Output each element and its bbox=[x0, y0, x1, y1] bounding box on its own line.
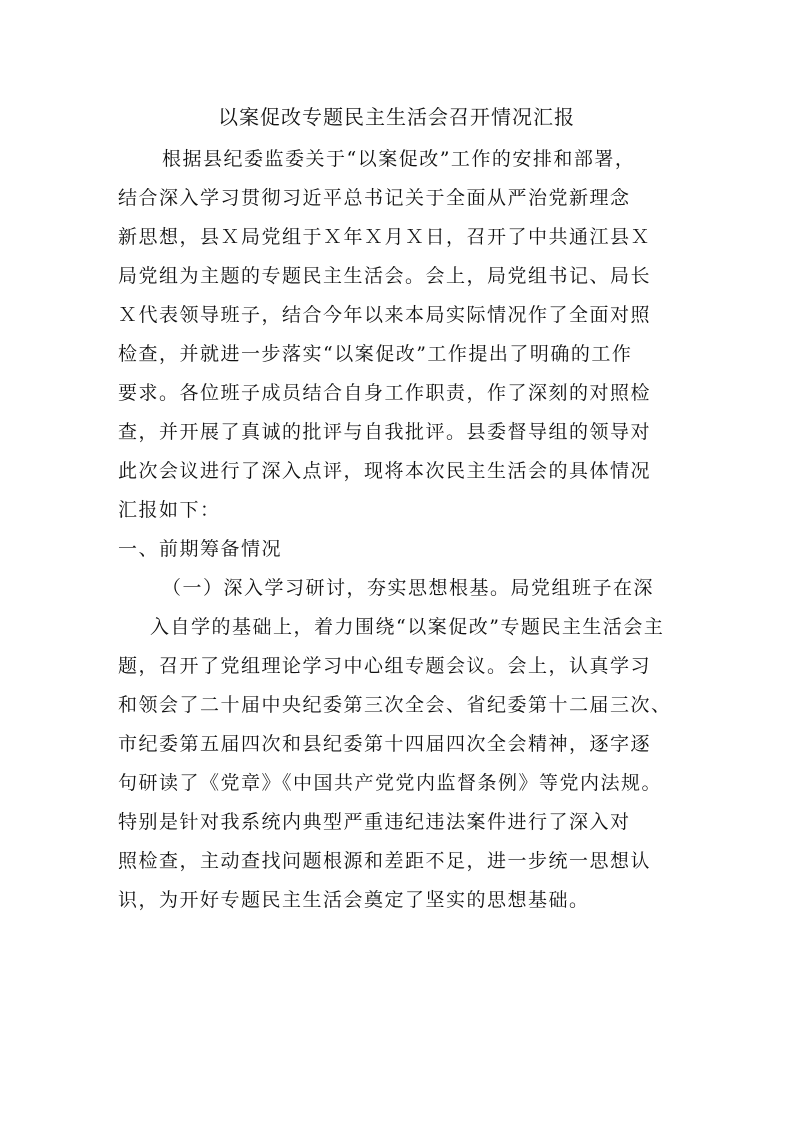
paragraph-line: 汇报如下： bbox=[118, 499, 221, 521]
paragraph-line: 新思想，县Ｘ局党组于Ｘ年Ｘ月Ｘ日，召开了中共通江县Ｘ bbox=[118, 226, 652, 248]
paragraph-line: 入自学的基础上，着力围绕“以案促改”专题民主生活会主 bbox=[150, 616, 665, 638]
paragraph-line: 检查，并就进一步落实“以案促改”工作提出了明确的工作 bbox=[118, 343, 633, 365]
subsection-line: （一）深入学习研讨，夯实思想根基。局党组班子在深 bbox=[162, 577, 655, 599]
paragraph-line: Ｘ代表领导班子，结合今年以来本局实际情况作了全面对照 bbox=[118, 304, 652, 326]
document-title: 以案促改专题民主生活会召开情况汇报 bbox=[218, 105, 575, 129]
section-heading: 一、前期筹备情况 bbox=[118, 538, 283, 560]
paragraph-line: 照检查，主动查找问题根源和差距不足，进一步统一思想认 bbox=[118, 850, 652, 872]
paragraph-line: 市纪委第五届四次和县纪委第十四届四次全会精神，逐字逐 bbox=[118, 733, 652, 755]
paragraph-line: 要求。各位班子成员结合自身工作职责，作了深刻的对照检 bbox=[118, 382, 652, 404]
paragraph-line: 识，为开好专题民主生活会奠定了坚实的思想基础。 bbox=[118, 889, 590, 911]
paragraph-line: 此次会议进行了深入点评，现将本次民主生活会的具体情况 bbox=[118, 460, 652, 482]
paragraph-line: 结合深入学习贯彻习近平总书记关于全面从严治党新理念 bbox=[118, 187, 631, 209]
paragraph-line: 题，召开了党组理论学习中心组专题会议。会上，认真学习 bbox=[118, 655, 652, 677]
paragraph-line: 和领会了二十届中央纪委第三次全会、省纪委第十二届三次、 bbox=[118, 694, 672, 716]
paragraph-line: 局党组为主题的专题民主生活会。会上，局党组书记、局长 bbox=[118, 265, 652, 287]
paragraph-line: 特别是针对我系统内典型严重违纪违法案件进行了深入对 bbox=[118, 811, 631, 833]
paragraph-line: 根据县纪委监委关于“以案促改”工作的安排和部署， bbox=[162, 148, 636, 170]
paragraph-line: 查，并开展了真诚的批评与自我批评。县委督导组的领导对 bbox=[118, 421, 652, 443]
paragraph-line: 句研读了《党章》《中国共产党党内监督条例》等党内法规。 bbox=[118, 772, 663, 794]
